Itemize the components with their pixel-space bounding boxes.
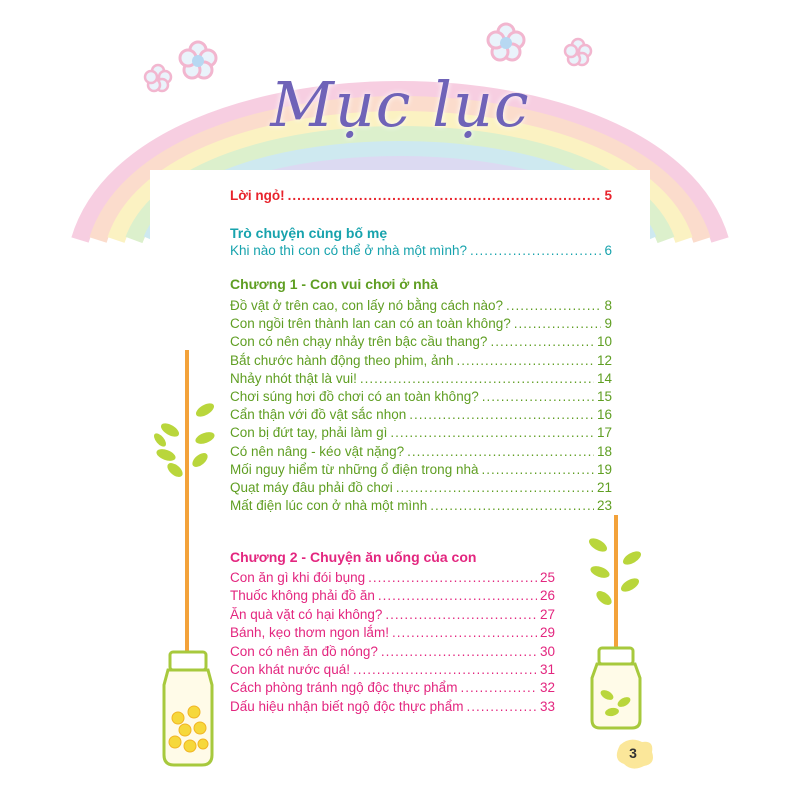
toc-label: Cách phòng tránh ngộ độc thực phẩm [230,680,458,696]
toc-entry[interactable] [230,352,612,370]
leader-dots [460,679,537,697]
toc-page: 5 [604,188,612,203]
toc-label: Mất điện lúc con ở nhà một mình [230,498,428,514]
toc-entry[interactable] [230,569,555,587]
toc-label: Con có nên chạy nhảy trên bậc cầu thang? [230,334,488,350]
toc-label: Con ăn gì khi đói bụng [230,570,366,585]
toc-label: Lời ngỏ! [230,188,285,203]
toc-entry[interactable] [230,679,555,697]
toc-entry[interactable] [230,698,555,716]
toc-page: 12 [596,352,612,368]
leader-dots [482,388,594,406]
toc-page: 27 [539,606,555,622]
toc-entry[interactable] [230,606,555,624]
toc-page: 6 [604,243,612,258]
toc-entry[interactable] [230,661,555,679]
toc-page: 17 [596,425,612,441]
toc-label: Chơi súng hơi đồ chơi có an toàn không? [230,389,479,404]
toc-entry[interactable] [230,643,555,661]
chapter-heading-2: Chương 2 - Chuyện ăn uống của con [230,549,477,565]
toc-label: Có nên nâng - kéo vật nặng? [230,443,405,459]
toc-entry[interactable] [230,406,612,424]
leader-dots [390,424,594,442]
leader-dots [288,187,602,205]
toc-page: 21 [596,480,612,495]
toc-label: Dấu hiệu nhận biết ngộ độc thực phẩm [230,698,464,714]
toc-label: Thuốc không phải đồ ăn [230,588,375,604]
toc-label: Đồ vật ở trên cao, con lấy nó bằng cách nào? [230,298,504,313]
leader-dots [378,587,537,605]
leader-dots [430,497,594,515]
toc-intro[interactable] [230,187,612,205]
toc-label: Khi nào thì con có thể ở nhà một mình? [230,243,467,258]
leader-dots [392,624,537,642]
toc-label: Con khát nước quá! [230,662,350,677]
leader-dots [466,698,537,716]
toc-entry[interactable] [230,497,612,515]
chapter-heading-1: Chương 1 - Con vui chơi ở nhà [230,276,438,292]
leader-dots [381,643,537,661]
leader-dots [490,333,594,351]
toc-entry[interactable] [230,624,555,642]
page-number: 3 [629,745,637,761]
toc-page: 26 [539,588,555,604]
toc-entry[interactable] [230,424,612,442]
page-title: Mục lục [270,68,530,141]
toc-label: Mối nguy hiểm từ những ổ điện trong nhà [230,461,479,477]
toc-entry[interactable] [230,443,612,461]
toc-page: 14 [596,370,612,386]
leader-dots [353,661,537,679]
toc-page: 29 [539,625,555,641]
toc-page: 32 [539,680,555,696]
leader-dots [385,606,537,624]
toc-talk[interactable] [230,242,612,260]
leader-dots [481,461,593,479]
toc-entry[interactable] [230,388,612,406]
toc-label: Bánh, kẹo thơm ngon lắm! [230,625,389,641]
leader-dots [407,443,594,461]
toc-entry[interactable] [230,461,612,479]
toc-page: 31 [539,662,555,677]
leader-dots [396,479,594,497]
toc-page: 33 [539,698,555,714]
leader-dots [409,406,594,424]
leader-dots [368,569,537,587]
toc-page: 25 [539,570,555,585]
toc-label: Con có nên ăn đồ nóng? [230,643,378,659]
toc-label: Bắt chước hành động theo phim, ảnh [230,352,454,368]
toc-label: Quạt máy đâu phải đồ chơi [230,480,393,495]
toc-label: Con bị đứt tay, phải làm gì [230,425,388,441]
toc-label: Cẩn thận với đồ vật sắc nhọn [230,407,407,423]
toc-label: Ăn quà vặt có hại không? [230,606,383,622]
toc-entry[interactable] [230,315,612,333]
leader-dots [457,352,594,370]
toc-page: 8 [604,298,612,313]
toc-page: 9 [604,316,612,332]
hanging-jar-left [152,350,216,765]
toc-entry[interactable] [230,297,612,315]
toc-page: 10 [596,334,612,350]
toc-page: 15 [596,389,612,404]
toc-entry[interactable] [230,370,612,388]
leader-dots [470,242,601,260]
leader-dots [506,297,601,315]
leader-dots [514,315,602,333]
toc-entry[interactable] [230,333,612,351]
leader-dots [360,370,594,388]
toc-page: 30 [539,643,555,659]
section-heading-talk: Trò chuyện cùng bố mẹ [230,225,388,241]
toc-page: 19 [596,461,612,477]
toc-page: 16 [596,407,612,423]
toc-page: 23 [596,498,612,514]
toc-label: Con ngồi trên thành lan can có an toàn không? [230,316,511,332]
toc-page: 18 [596,443,612,459]
toc-label: Nhảy nhót thật là vui! [230,370,357,386]
hanging-jar-right [587,515,643,728]
toc-entry[interactable] [230,479,612,497]
toc-entry[interactable] [230,587,555,605]
